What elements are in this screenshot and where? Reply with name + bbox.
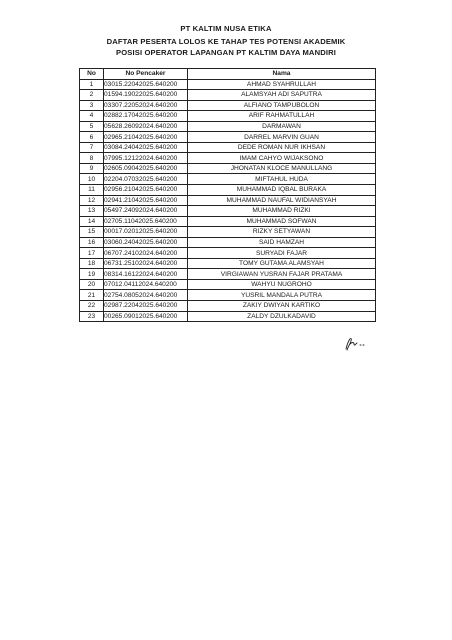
table-row bbox=[80, 174, 376, 185]
row-number: 10 bbox=[80, 174, 104, 185]
table-row bbox=[80, 248, 376, 259]
participant-name: SAID HAMZAH bbox=[188, 237, 376, 248]
row-number: 23 bbox=[80, 311, 104, 322]
participant-table bbox=[79, 68, 376, 322]
table-row bbox=[80, 279, 376, 290]
table-row bbox=[80, 153, 376, 164]
pencaker-number: 02705.11042025.640200 bbox=[104, 216, 188, 227]
row-number: 3 bbox=[80, 100, 104, 111]
signature-initial bbox=[342, 336, 366, 352]
table-row bbox=[80, 269, 376, 280]
row-number: 9 bbox=[80, 163, 104, 174]
row-number: 18 bbox=[80, 258, 104, 269]
column-header-no: No bbox=[80, 69, 104, 80]
participant-name: DARREL MARVIN GUAN bbox=[188, 132, 376, 143]
row-number: 4 bbox=[80, 111, 104, 122]
column-header-pencaker: No Pencaker bbox=[104, 69, 188, 80]
pencaker-number: 05628.26092024.640200 bbox=[104, 121, 188, 132]
table-row bbox=[80, 290, 376, 301]
row-number: 8 bbox=[80, 153, 104, 164]
pencaker-number: 07995.12122024.640200 bbox=[104, 153, 188, 164]
pencaker-number: 02605.09042025.640200 bbox=[104, 163, 188, 174]
table-row bbox=[80, 132, 376, 143]
table-row bbox=[80, 301, 376, 312]
row-number: 19 bbox=[80, 269, 104, 280]
participant-name: MUHAMMAD SOFWAN bbox=[188, 216, 376, 227]
participant-name: MUHAMMAD NAUFAL WIDIANSYAH bbox=[188, 195, 376, 206]
participant-name: ARIF RAHMATULLAH bbox=[188, 111, 376, 122]
participant-name: DARMAWAN bbox=[188, 121, 376, 132]
pencaker-number: 00017.02012025.640200 bbox=[104, 227, 188, 238]
pencaker-number: 08314.16122024.640200 bbox=[104, 269, 188, 280]
pencaker-number: 03060.24042025.640200 bbox=[104, 237, 188, 248]
participant-name: VIRGIAWAN YUSRAN FAJAR PRATAMA bbox=[188, 269, 376, 280]
row-number: 13 bbox=[80, 206, 104, 217]
table-row bbox=[80, 206, 376, 217]
row-number: 11 bbox=[80, 185, 104, 196]
pencaker-number: 00265.09012025.640200 bbox=[104, 311, 188, 322]
pencaker-number: 07012.04112024.640200 bbox=[104, 279, 188, 290]
table-row bbox=[80, 216, 376, 227]
row-number: 21 bbox=[80, 290, 104, 301]
pencaker-number: 02882.17042025.640200 bbox=[104, 111, 188, 122]
participant-name: ZAKIY DWIYAN KARTIKO bbox=[188, 301, 376, 312]
column-header-nama: Nama bbox=[188, 69, 376, 80]
row-number: 17 bbox=[80, 248, 104, 259]
row-number: 14 bbox=[80, 216, 104, 227]
row-number: 2 bbox=[80, 90, 104, 101]
participant-name: IMAM CAHYO WIJAKSONO bbox=[188, 153, 376, 164]
row-number: 20 bbox=[80, 279, 104, 290]
table-row bbox=[80, 142, 376, 153]
pencaker-number: 06707.24102024.640200 bbox=[104, 248, 188, 259]
company-name: PT KALTIM NUSA ETIKA bbox=[180, 24, 272, 33]
row-number: 15 bbox=[80, 227, 104, 238]
row-number: 6 bbox=[80, 132, 104, 143]
pencaker-number: 02987.22042025.640200 bbox=[104, 301, 188, 312]
row-number: 7 bbox=[80, 142, 104, 153]
row-number: 1 bbox=[80, 79, 104, 90]
participant-name: DEDE ROMAN NUR IKHSAN bbox=[188, 142, 376, 153]
pencaker-number: 02965.21042025.640200 bbox=[104, 132, 188, 143]
participant-name: MUHAMMAD RIZKI bbox=[188, 206, 376, 217]
table-row bbox=[80, 311, 376, 322]
table-row bbox=[80, 100, 376, 111]
pencaker-number: 02754.08052024.640200 bbox=[104, 290, 188, 301]
table-row bbox=[80, 163, 376, 174]
table-row bbox=[80, 90, 376, 101]
participant-name: ALAMSYAH ADI SAPUTRA bbox=[188, 90, 376, 101]
row-number: 12 bbox=[80, 195, 104, 206]
table-row bbox=[80, 185, 376, 196]
table-row bbox=[80, 121, 376, 132]
participant-name: TOMY GUTAMA ALAMSYAH bbox=[188, 258, 376, 269]
table-row bbox=[80, 227, 376, 238]
participant-name: ALFIANO TAMPUBOLON bbox=[188, 100, 376, 111]
table-row bbox=[80, 237, 376, 248]
participant-name: ZALDY DZULKADAVID bbox=[188, 311, 376, 322]
participant-name: JHONATAN KLOCE MANULLANG bbox=[188, 163, 376, 174]
participant-name: WAHYU NUGROHO bbox=[188, 279, 376, 290]
participant-name: MIFTAHUL HUDA bbox=[188, 174, 376, 185]
pencaker-number: 03015.22042025.640200 bbox=[104, 79, 188, 90]
pencaker-number: 03084.24042025.640200 bbox=[104, 142, 188, 153]
pencaker-number: 01594.19022025.640200 bbox=[104, 90, 188, 101]
document-title: DAFTAR PESERTA LOLOS KE TAHAP TES POTENSI AKADEMIK bbox=[106, 37, 346, 46]
table-body bbox=[80, 79, 376, 322]
table-row bbox=[80, 111, 376, 122]
participant-name: SURYADI FAJAR bbox=[188, 248, 376, 259]
pencaker-number: 03307.22052024.640200 bbox=[104, 100, 188, 111]
table-header-row bbox=[80, 69, 376, 80]
row-number: 22 bbox=[80, 301, 104, 312]
table-row bbox=[80, 258, 376, 269]
pencaker-number: 02204.07032025.640200 bbox=[104, 174, 188, 185]
participant-name: MUHAMMAD IQBAL BURAKA bbox=[188, 185, 376, 196]
participant-name: YUSRIL MANDALA PUTRA bbox=[188, 290, 376, 301]
row-number: 5 bbox=[80, 121, 104, 132]
participant-name: AHMAD SYAHRULLAH bbox=[188, 79, 376, 90]
pencaker-number: 02956.21042025.640200 bbox=[104, 185, 188, 196]
row-number: 16 bbox=[80, 237, 104, 248]
participant-name: RIZKY SETYAWAN bbox=[188, 227, 376, 238]
pencaker-number: 06731.25102024.640200 bbox=[104, 258, 188, 269]
pencaker-number: 02941.21042025.640200 bbox=[104, 195, 188, 206]
table-row bbox=[80, 79, 376, 90]
position-title: POSISI OPERATOR LAPANGAN PT KALTIM DAYA MANDIRI bbox=[116, 48, 336, 57]
pencaker-number: 05497.24092024.640200 bbox=[104, 206, 188, 217]
table-row bbox=[80, 195, 376, 206]
